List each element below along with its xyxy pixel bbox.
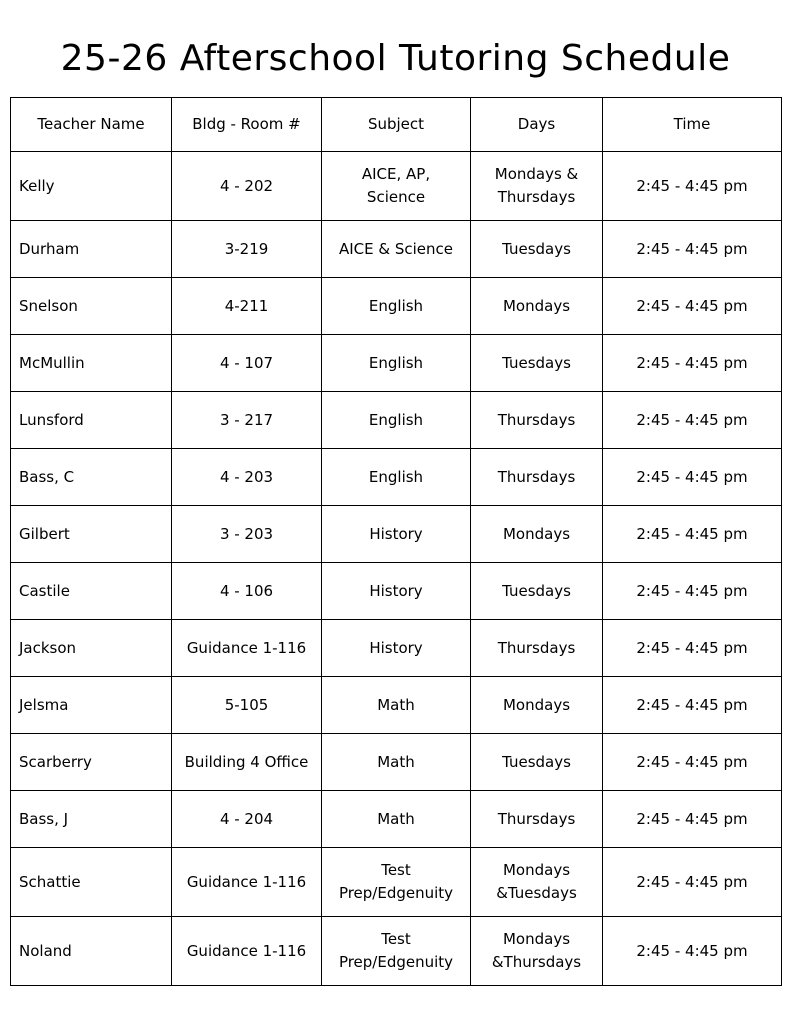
cell-subject — [322, 335, 471, 392]
cell-time: 2:45 - 4:45 pm — [603, 734, 782, 791]
cell-subject — [322, 677, 471, 734]
header-days: Days — [471, 98, 603, 152]
cell-days-line: Tuesdays — [502, 239, 571, 258]
cell-subject — [322, 392, 471, 449]
cell-subject-line: Science — [366, 188, 426, 206]
cell-teacher-name: Durham — [11, 221, 172, 278]
cell-bldg-room: Guidance 1-116 — [172, 917, 322, 986]
cell-subject — [322, 917, 471, 986]
cell-bldg-room: 3 - 217 — [172, 392, 322, 449]
tutoring-schedule-table — [10, 97, 782, 986]
cell-teacher-name: Kelly — [11, 152, 172, 221]
cell-days — [471, 677, 603, 734]
cell-subject — [322, 563, 471, 620]
cell-days-line: Thursdays — [497, 809, 576, 828]
cell-subject-line: Math — [377, 752, 415, 771]
cell-time: 2:45 - 4:45 pm — [603, 620, 782, 677]
cell-days-line: Mondays — [502, 296, 571, 315]
cell-bldg-room: 4-211 — [172, 278, 322, 335]
cell-subject — [322, 620, 471, 677]
cell-bldg-room: Guidance 1-116 — [172, 848, 322, 917]
cell-days-line: Mondays — [502, 524, 571, 543]
table-row — [11, 278, 782, 335]
cell-teacher-name: Jackson — [11, 620, 172, 677]
cell-days-line: Thursdays — [497, 638, 576, 657]
cell-time: 2:45 - 4:45 pm — [603, 278, 782, 335]
cell-days — [471, 506, 603, 563]
cell-bldg-room: 4 - 204 — [172, 791, 322, 848]
cell-days — [471, 563, 603, 620]
cell-days — [471, 848, 603, 917]
cell-bldg-room: Guidance 1-116 — [172, 620, 322, 677]
cell-bldg-room: 4 - 202 — [172, 152, 322, 221]
cell-bldg-room: 4 - 107 — [172, 335, 322, 392]
cell-days-line: Mondays — [502, 861, 571, 879]
cell-days-line: &Thursdays — [491, 953, 582, 971]
cell-teacher-name: Bass, C — [11, 449, 172, 506]
cell-teacher-name: Snelson — [11, 278, 172, 335]
table-row — [11, 848, 782, 917]
cell-subject-line: English — [368, 296, 424, 315]
table-row — [11, 791, 782, 848]
cell-days-line: &Tuesdays — [496, 884, 577, 902]
table-row — [11, 506, 782, 563]
cell-subject-line: Test — [381, 930, 411, 948]
cell-teacher-name: Schattie — [11, 848, 172, 917]
cell-time: 2:45 - 4:45 pm — [603, 152, 782, 221]
cell-bldg-room: 4 - 203 — [172, 449, 322, 506]
cell-subject-line: Test — [381, 861, 411, 879]
cell-subject-line: English — [368, 353, 424, 372]
cell-days — [471, 734, 603, 791]
header-bldg-room: Bldg - Room # — [172, 98, 322, 152]
cell-subject-line: Math — [377, 695, 415, 714]
cell-subject — [322, 848, 471, 917]
cell-bldg-room: 3 - 203 — [172, 506, 322, 563]
cell-days — [471, 917, 603, 986]
cell-subject — [322, 734, 471, 791]
cell-subject-line: Prep/Edgenuity — [338, 953, 454, 971]
cell-time: 2:45 - 4:45 pm — [603, 449, 782, 506]
cell-days-line: Mondays & — [494, 165, 579, 183]
cell-subject-line: History — [369, 581, 423, 600]
cell-time: 2:45 - 4:45 pm — [603, 392, 782, 449]
table-header-row — [11, 98, 782, 152]
cell-teacher-name: Noland — [11, 917, 172, 986]
cell-time: 2:45 - 4:45 pm — [603, 917, 782, 986]
table-row — [11, 221, 782, 278]
header-subject: Subject — [322, 98, 471, 152]
cell-teacher-name: Jelsma — [11, 677, 172, 734]
cell-subject — [322, 506, 471, 563]
cell-time: 2:45 - 4:45 pm — [603, 335, 782, 392]
cell-subject-line: Math — [377, 809, 415, 828]
cell-time: 2:45 - 4:45 pm — [603, 221, 782, 278]
table-row — [11, 563, 782, 620]
header-time: Time — [603, 98, 782, 152]
cell-days — [471, 449, 603, 506]
page-title: 25-26 Afterschool Tutoring Schedule — [60, 38, 731, 79]
cell-time: 2:45 - 4:45 pm — [603, 563, 782, 620]
table-row — [11, 392, 782, 449]
cell-bldg-room: Building 4 Office — [172, 734, 322, 791]
cell-teacher-name: Castile — [11, 563, 172, 620]
cell-days-line: Thursdays — [497, 467, 576, 486]
table-row — [11, 335, 782, 392]
cell-bldg-room: 5-105 — [172, 677, 322, 734]
table-row — [11, 620, 782, 677]
cell-teacher-name: Gilbert — [11, 506, 172, 563]
cell-days-line: Mondays — [502, 695, 571, 714]
cell-bldg-room: 3-219 — [172, 221, 322, 278]
cell-days-line: Mondays — [502, 930, 571, 948]
cell-bldg-room: 4 - 106 — [172, 563, 322, 620]
table-row — [11, 677, 782, 734]
cell-subject — [322, 449, 471, 506]
header-teacher-name: Teacher Name — [11, 98, 172, 152]
cell-days — [471, 791, 603, 848]
cell-teacher-name: McMullin — [11, 335, 172, 392]
cell-subject-line: AICE & Science — [338, 239, 454, 258]
cell-days — [471, 278, 603, 335]
cell-days — [471, 335, 603, 392]
cell-subject-line: AICE, AP, — [361, 165, 431, 183]
table-body — [11, 152, 782, 986]
cell-time: 2:45 - 4:45 pm — [603, 506, 782, 563]
cell-days-line: Tuesdays — [502, 353, 571, 372]
table-row — [11, 917, 782, 986]
table-row — [11, 449, 782, 506]
cell-subject-line: History — [369, 524, 423, 543]
cell-time: 2:45 - 4:45 pm — [603, 677, 782, 734]
table-row — [11, 734, 782, 791]
cell-subject — [322, 152, 471, 221]
cell-teacher-name: Scarberry — [11, 734, 172, 791]
cell-teacher-name: Bass, J — [11, 791, 172, 848]
cell-subject — [322, 278, 471, 335]
cell-days-line: Tuesdays — [502, 752, 571, 771]
cell-days-line: Tuesdays — [502, 581, 571, 600]
cell-time: 2:45 - 4:45 pm — [603, 791, 782, 848]
cell-subject-line: History — [369, 638, 423, 657]
table-row — [11, 152, 782, 221]
cell-teacher-name: Lunsford — [11, 392, 172, 449]
cell-subject-line: English — [368, 467, 424, 486]
cell-subject-line: Prep/Edgenuity — [338, 884, 454, 902]
cell-days — [471, 392, 603, 449]
cell-days-line: Thursdays — [497, 410, 576, 429]
cell-days — [471, 152, 603, 221]
cell-days-line: Thursdays — [497, 188, 576, 206]
cell-days — [471, 221, 603, 278]
cell-time: 2:45 - 4:45 pm — [603, 848, 782, 917]
cell-subject — [322, 221, 471, 278]
cell-subject-line: English — [368, 410, 424, 429]
cell-subject — [322, 791, 471, 848]
cell-days — [471, 620, 603, 677]
